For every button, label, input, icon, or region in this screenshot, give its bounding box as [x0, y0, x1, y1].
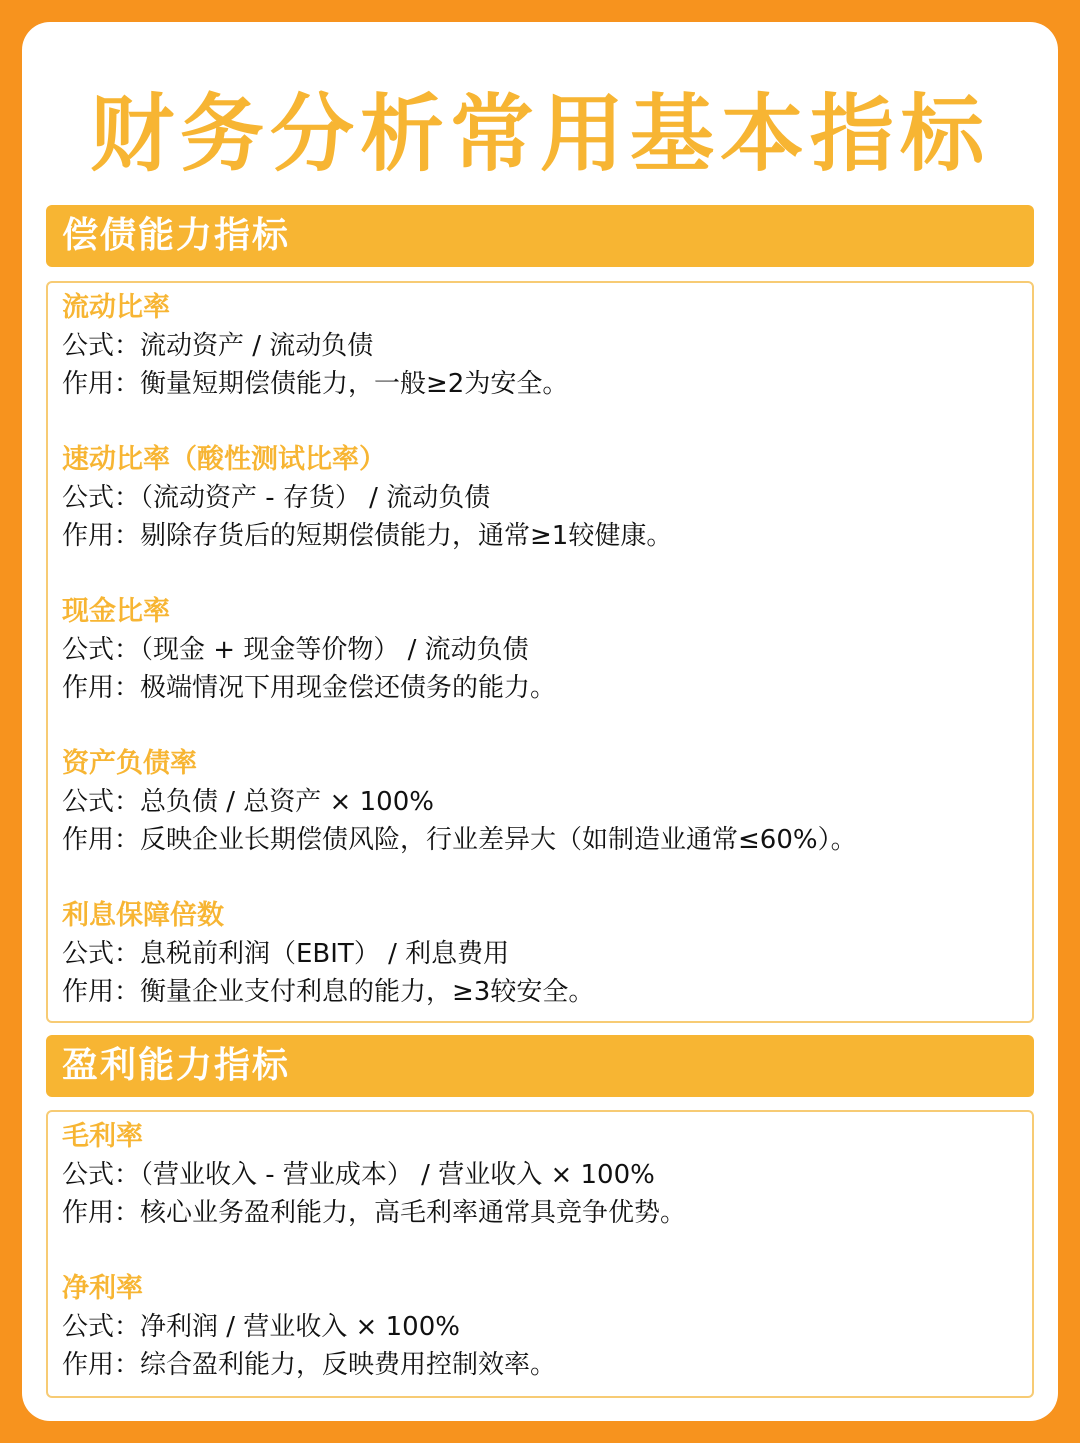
indicator-usage: 作用：极端情况下用现金偿还债务的能力。: [62, 673, 557, 703]
section-box-solvency: [46, 281, 1034, 1023]
indicator-usage: 作用：衡量企业支付利息的能力，≥3较安全。: [62, 977, 595, 1007]
indicator-name: 资产负债率: [62, 748, 197, 779]
list-item: [62, 897, 1032, 1011]
indicator-usage: 作用：衡量短期偿债能力，一般≥2为安全。: [62, 369, 569, 399]
indicator-usage: 作用：反映企业长期偿债风险，行业差异大（如制造业通常≤60%）。: [62, 825, 857, 855]
list-item: [62, 1118, 1032, 1232]
list-item: [62, 593, 1032, 707]
indicator-name: 利息保障倍数: [62, 900, 224, 931]
indicator-formula: 公式：流动资产 / 流动负债: [62, 331, 374, 361]
list-item: [62, 289, 1032, 403]
section-box-profitability: [46, 1110, 1034, 1398]
indicator-formula: 公式：（流动资产 - 存货） / 流动负债: [62, 483, 491, 513]
section-header-profitability: 盈利能力指标: [46, 1035, 1034, 1097]
indicator-usage: 作用：核心业务盈利能力，高毛利率通常具竞争优势。: [62, 1198, 687, 1228]
indicator-name: 速动比率（酸性测试比率）: [62, 444, 386, 475]
indicator-formula: 公式：净利润 / 营业收入 × 100%: [62, 1312, 460, 1342]
indicator-usage: 作用：剔除存货后的短期偿债能力，通常≥1较健康。: [62, 521, 673, 551]
indicator-usage: 作用：综合盈利能力，反映费用控制效率。: [62, 1350, 557, 1380]
list-item: [62, 441, 1032, 555]
list-item: [62, 745, 1032, 859]
indicator-formula: 公式：（营业收入 - 营业成本） / 营业收入 × 100%: [62, 1160, 655, 1190]
indicator-formula: 公式：（现金 + 现金等价物） / 流动负债: [62, 635, 529, 665]
indicator-name: 净利率: [62, 1273, 143, 1304]
indicator-name: 毛利率: [62, 1121, 143, 1152]
indicator-name: 流动比率: [62, 292, 170, 323]
section-header-solvency: 偿债能力指标: [46, 205, 1034, 267]
indicator-formula: 公式：总负债 / 总资产 × 100%: [62, 787, 434, 817]
indicator-name: 现金比率: [62, 596, 170, 627]
list-item: [62, 1270, 1032, 1384]
page-title: 财务分析常用基本指标: [89, 85, 990, 183]
indicator-formula: 公式：息税前利润（EBIT） / 利息费用: [62, 939, 510, 969]
content-card: [22, 22, 1058, 1421]
